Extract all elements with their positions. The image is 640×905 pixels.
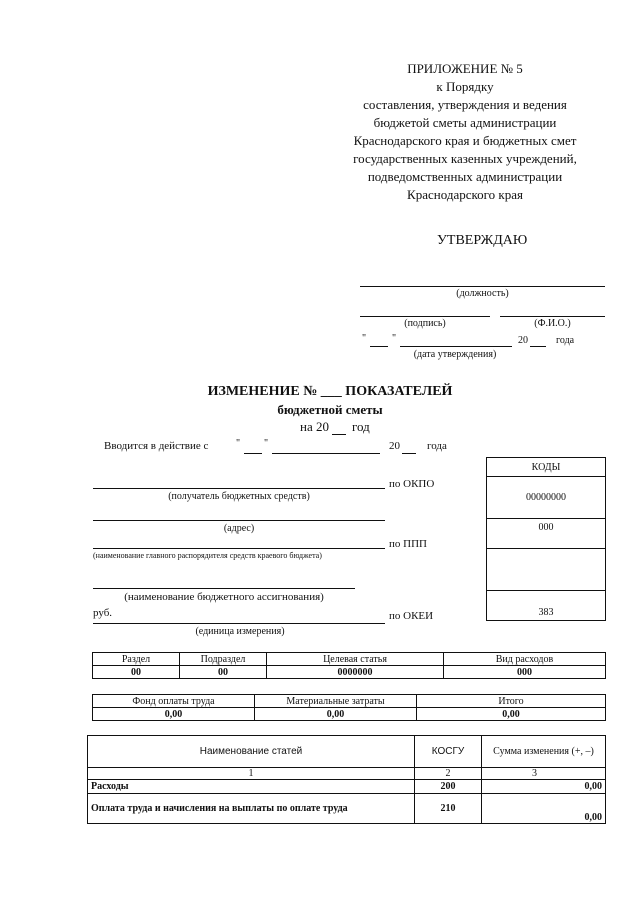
expense-type-header: Вид расходов — [444, 653, 606, 666]
appendix-line: Краснодарского края и бюджетных смет — [353, 133, 577, 148]
approval-title: УТВЕРЖДАЮ — [437, 233, 528, 248]
table-row — [88, 794, 606, 824]
effective-month-line — [272, 453, 380, 454]
year-suffix: год — [352, 419, 370, 434]
position-caption: (должность) — [456, 288, 509, 299]
approval-date-quote-close: " — [392, 333, 397, 344]
manager-caption: (наименование главного распорядителя средств краевого бюджета) — [93, 551, 322, 560]
unit-line — [93, 623, 385, 624]
effective-year-suffix: года — [427, 440, 447, 452]
item-name-header: Наименование статей — [88, 736, 415, 768]
section-header: Раздел — [93, 653, 180, 666]
year-prefix: на 20 — [300, 419, 329, 434]
unit-value: руб. — [93, 607, 113, 619]
subsection-header: Подраздел — [180, 653, 267, 666]
subsection-value: 00 — [180, 666, 267, 679]
ppp-label: по ППП — [389, 538, 427, 550]
appendix-title: ПРИЛОЖЕНИЕ № 5 — [407, 61, 523, 76]
approval-date-caption: (дата утверждения) — [413, 349, 497, 360]
approval-year-prefix: 20 — [518, 335, 528, 346]
appendix-line: государственных казенных учреждений, — [353, 151, 577, 166]
position-line — [360, 286, 605, 287]
appendix-line: составления, утверждения и ведения — [363, 97, 567, 112]
allocation-code — [487, 549, 606, 591]
material-costs-value: 0,00 — [255, 708, 417, 721]
appendix-line: подведомственных администрации — [367, 169, 563, 184]
appendix-line: бюджетой сметы администрации — [373, 115, 557, 130]
heading-year-line — [332, 434, 346, 435]
total-header: Итого — [417, 695, 606, 708]
approval-day-line — [370, 346, 388, 347]
approval-year-line — [530, 346, 546, 347]
effective-label: Вводится в действие с — [104, 440, 209, 452]
address-line — [93, 520, 385, 521]
effective-day-line — [244, 453, 262, 454]
recipient-caption: (получатель бюджетных средств) — [168, 491, 310, 502]
fio-caption: (Ф.И.О.) — [534, 318, 571, 329]
classification-table — [92, 652, 606, 679]
material-costs-header: Материальные затраты — [255, 695, 417, 708]
section-value: 00 — [93, 666, 180, 679]
allocation-caption: (наименование бюджетного ассигнования) — [124, 591, 324, 603]
column-number-2: 2 — [415, 768, 482, 780]
funds-table — [92, 694, 606, 721]
allocation-line — [93, 588, 355, 589]
column-number-1: 1 — [88, 768, 415, 780]
target-article-value: 0000000 — [267, 666, 444, 679]
column-number-3: 3 — [482, 768, 606, 780]
item-amount: 0,00 — [482, 780, 606, 794]
amount-change-header: Сумма изменения (+, –) — [482, 736, 606, 768]
unit-caption: (единица измерения) — [195, 626, 285, 637]
manager-line — [93, 548, 385, 549]
expense-type-value: 000 — [444, 666, 606, 679]
okei-code: 383 — [487, 591, 606, 621]
approval-date-quote-open: " — [362, 333, 367, 344]
ppp-code: 000 — [487, 519, 606, 549]
effective-year-prefix: 20 — [389, 440, 400, 452]
recipient-line — [93, 488, 385, 489]
payroll-fund-value: 0,00 — [93, 708, 255, 721]
item-kosgu: 200 — [415, 780, 482, 794]
total-value: 0,00 — [417, 708, 606, 721]
effective-quote-close: " — [264, 438, 269, 449]
document-title: ИЗМЕНЕНИЕ № ___ ПОКАЗАТЕЛЕЙ — [207, 384, 453, 399]
appendix-line: к Порядку — [436, 79, 494, 94]
appendix-line: Краснодарского края — [407, 187, 523, 202]
effective-year-line — [402, 453, 416, 454]
item-name: Оплата труда и начисления на выплаты по оплате труда — [88, 794, 415, 824]
codes-table — [486, 457, 606, 621]
signature-line — [360, 316, 490, 317]
item-kosgu: 210 — [415, 794, 482, 824]
signature-caption: (подпись) — [404, 318, 446, 329]
table-row — [88, 780, 606, 794]
okpo-label: по ОКПО — [389, 478, 435, 490]
effective-quote-open: " — [236, 438, 241, 449]
item-amount: 0,00 — [482, 794, 606, 824]
codes-header: КОДЫ — [487, 458, 606, 477]
fio-line — [500, 316, 605, 317]
kosgu-header: КОСГУ — [415, 736, 482, 768]
appendix-block — [330, 60, 600, 204]
okei-label: по ОКЕИ — [389, 610, 434, 622]
target-article-header: Целевая статья — [267, 653, 444, 666]
document-subtitle: бюджетной сметы — [277, 402, 383, 417]
approval-year-suffix: года — [556, 335, 575, 346]
item-name: Расходы — [88, 780, 415, 794]
approval-month-line — [400, 346, 512, 347]
items-table — [87, 735, 606, 824]
okpo-code: 00000000 — [487, 477, 606, 519]
address-caption: (адрес) — [223, 523, 255, 534]
payroll-fund-header: Фонд оплаты труда — [93, 695, 255, 708]
